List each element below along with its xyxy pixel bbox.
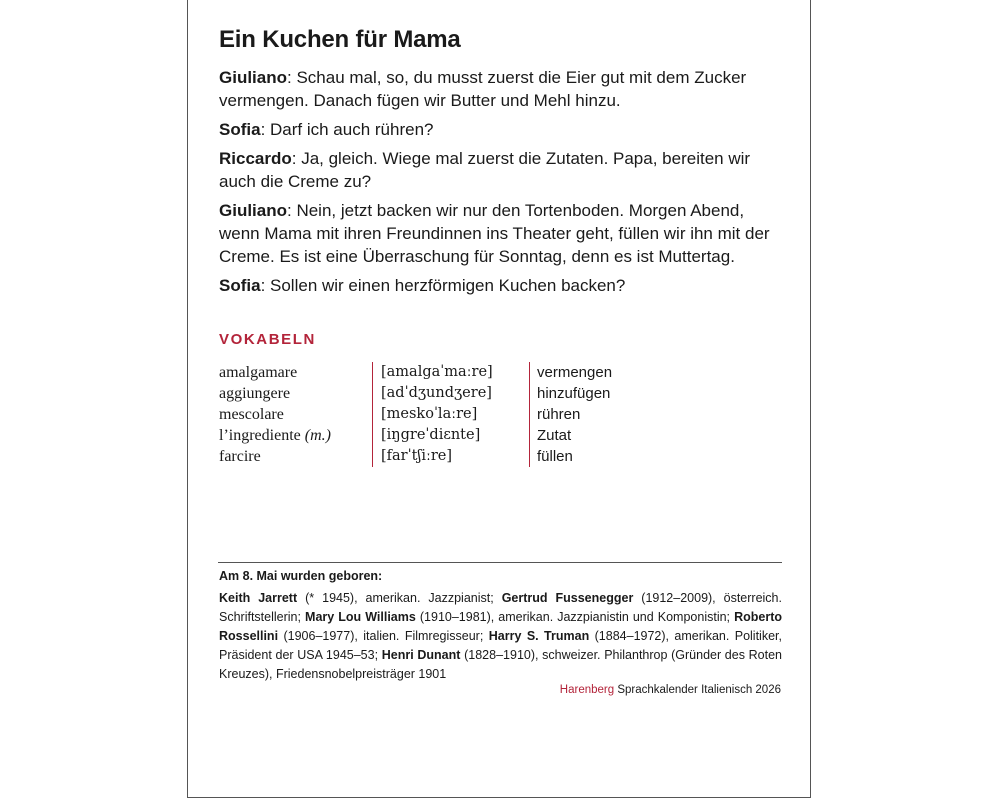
birthday-info: (1884–1972), amerikan. Politiker, Präsident der USA 1945–53;	[219, 629, 782, 662]
vocab-row	[219, 383, 612, 404]
vocab-italian	[219, 448, 372, 466]
vocab-gender: (m.)	[304, 426, 331, 444]
vocab-row	[219, 362, 612, 383]
vocab-row	[219, 446, 612, 467]
dialogue-text: Sollen wir einen herzförmigen Kuchen backen?	[270, 276, 626, 295]
dialogue-text: Nein, jetzt backen wir nur den Tortenboden. Morgen Abend, wenn Mama mit ihren Freundinnen ins Theater geht, füllen wir ihn mit der Creme. Es ist eine Überraschung für Sonntag, denn es ist Muttertag.	[219, 201, 770, 266]
dialogue-line: Sofia: Sollen wir einen herzförmigen Kuchen backen?	[219, 276, 626, 295]
birthday-info: (1910–1981), amerikan. Jazzpianistin und Komponistin;	[415, 610, 735, 624]
vocab-word: mescolare	[219, 405, 284, 423]
birthday-info: (1906–1977), italien. Filmregisseur;	[278, 629, 489, 643]
vocab-word: aggiungere	[219, 384, 291, 402]
vocab-table	[219, 362, 612, 467]
vocab-italian	[219, 385, 372, 403]
divider	[218, 562, 782, 563]
speaker-name: Riccardo	[219, 149, 292, 168]
birthday-name: Harry S. Truman	[488, 629, 590, 643]
speaker-name: Giuliano	[219, 201, 287, 220]
speaker-name: Sofia	[219, 120, 261, 139]
vocab-heading: VOKABELN	[219, 331, 316, 348]
speaker-name: Giuliano	[219, 68, 287, 87]
dialogue-line: Giuliano: Nein, jetzt backen wir nur den Tortenboden. Morgen Abend, wenn Mama mit ihren Freundinnen ins Theater geht, füllen wir ihn mit der Creme. Es ist eine Überraschung für Sonntag, denn es ist Muttertag.	[219, 201, 770, 266]
footer-text: Sprachkalender Italienisch 2026	[614, 684, 781, 696]
vocab-ipa: [amalgaˈmaːre]	[372, 362, 529, 383]
vocab-word: amalgamare	[219, 363, 298, 381]
vocab-german: füllen	[529, 446, 573, 467]
vocab-row	[219, 404, 612, 425]
birthday-name: Roberto Rossellini	[219, 610, 782, 643]
vocab-row	[219, 425, 612, 446]
dialogue-line: Riccardo: Ja, gleich. Wiege mal zuerst die Zutaten. Papa, bereiten wir auch die Creme zu?	[219, 149, 751, 191]
vocab-italian	[219, 364, 372, 382]
birthday-name: Keith Jarrett	[219, 591, 298, 605]
birthday-info: (* 1945), amerikan. Jazzpianist;	[297, 591, 502, 605]
footer-brand: Harenberg	[559, 684, 615, 696]
vocab-italian	[219, 427, 372, 445]
vocab-italian	[219, 406, 372, 424]
dialogue-text: Schau mal, so, du musst zuerst die Eier gut mit dem Zucker vermengen. Danach fügen wir Butter und Mehl hinzu.	[219, 68, 747, 110]
vocab-ipa: [farˈtʃiːre]	[372, 446, 529, 467]
birthdays-text	[219, 589, 782, 684]
birthday-name: Mary Lou Williams	[305, 610, 416, 624]
birthdays-heading: Am 8. Mai wurden geboren:	[219, 569, 383, 583]
vocab-german: rühren	[529, 404, 580, 425]
vocab-german: vermengen	[529, 362, 612, 383]
vocab-ipa: [iŋgreˈdiɛnte]	[372, 425, 529, 446]
dialogue-line: Sofia: Darf ich auch rühren?	[219, 120, 434, 139]
birthday-info: (1912–2009), österreich. Schriftstellerin;	[219, 591, 782, 624]
vocab-word: farcire	[219, 447, 261, 465]
vocab-german: hinzufügen	[529, 383, 610, 404]
speaker-name: Sofia	[219, 276, 261, 295]
dialogue-text: Ja, gleich. Wiege mal zuerst die Zutaten. Papa, bereiten wir auch die Creme zu?	[219, 149, 751, 191]
page-title: Ein Kuchen für Mama	[219, 26, 461, 53]
footer	[560, 684, 781, 696]
vocab-word: l’ingrediente	[219, 426, 301, 444]
vocab-german: Zutat	[529, 425, 571, 446]
dialogue	[219, 66, 789, 303]
dialogue-line: Giuliano: Schau mal, so, du musst zuerst die Eier gut mit dem Zucker vermengen. Danach fügen wir Butter und Mehl hinzu.	[219, 68, 747, 110]
birthday-info: (1828–1910), schweizer. Philanthrop (Gründer des Roten Kreuzes), Friedensnobelpreisträger 1901	[219, 648, 782, 681]
vocab-ipa: [adˈdʒundʒere]	[372, 383, 529, 404]
dialogue-text: Darf ich auch rühren?	[270, 120, 434, 139]
birthday-name: Henri Dunant	[381, 648, 461, 662]
vocab-ipa: [meskoˈlaːre]	[372, 404, 529, 425]
calendar-page	[187, 0, 811, 798]
birthday-name: Gertrud Fussenegger	[501, 591, 634, 605]
